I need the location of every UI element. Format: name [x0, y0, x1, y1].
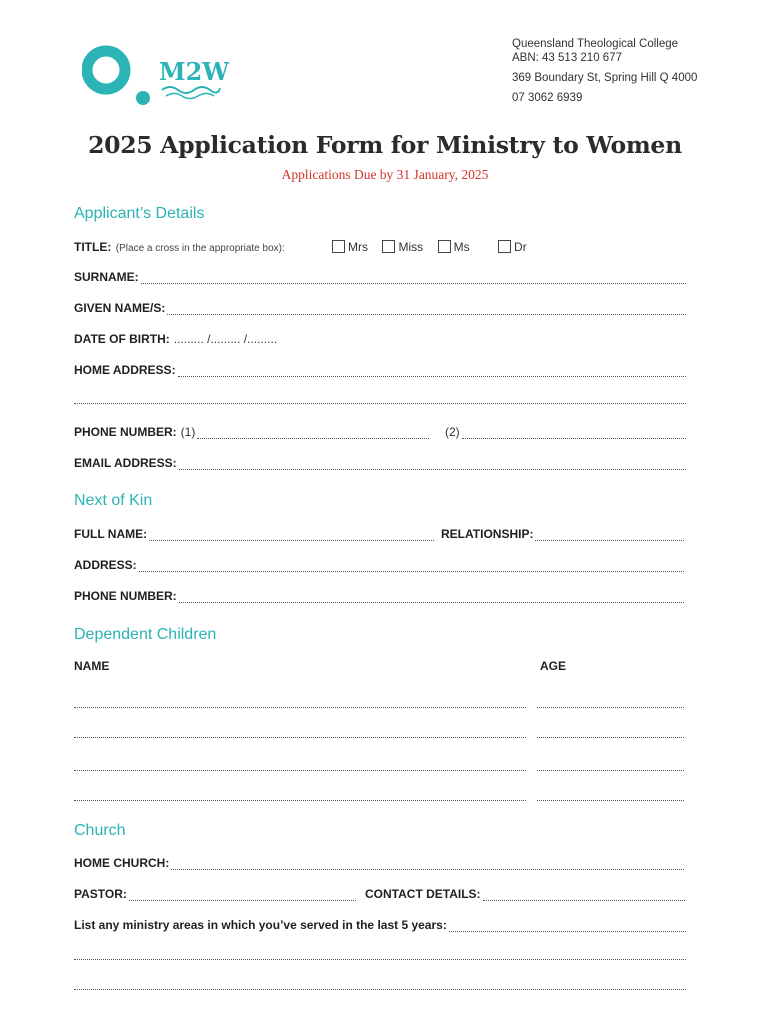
logo-text: M2W	[159, 57, 230, 86]
kin-phone-label: PHONE NUMBER:	[74, 589, 177, 603]
section-church-heading: Church	[74, 822, 126, 839]
dob-field[interactable]	[74, 330, 277, 346]
checkbox-miss[interactable]	[382, 240, 395, 253]
child-age-line[interactable]	[537, 707, 684, 708]
contact-details-field[interactable]	[365, 885, 685, 901]
org-abn: ABN: 43 513 210 677	[512, 52, 622, 64]
surname-label: SURNAME:	[74, 270, 139, 284]
given-names-label: GIVEN NAME/S:	[74, 301, 166, 315]
home-address-line-2[interactable]	[74, 403, 686, 404]
option-miss: Miss	[398, 240, 424, 254]
email-label: EMAIL ADDRESS:	[74, 456, 177, 470]
pastor-field[interactable]	[74, 885, 356, 901]
children-name-header: NAME	[74, 659, 110, 673]
surname-field[interactable]	[74, 268, 686, 284]
org-phone: 07 3062 6939	[512, 92, 583, 104]
option-mrs: Mrs	[348, 240, 368, 254]
home-address-field[interactable]	[74, 361, 686, 377]
child-name-line[interactable]	[74, 737, 526, 738]
phone-1-label: (1)	[180, 425, 196, 439]
form-title: 2025 Application Form for Ministry to Women	[88, 131, 682, 159]
section-kin-heading: Next of Kin	[74, 492, 153, 509]
title-options	[332, 238, 537, 256]
child-age-line[interactable]	[537, 737, 684, 738]
child-age-line[interactable]	[537, 800, 684, 801]
kin-relationship-label: RELATIONSHIP:	[441, 527, 534, 541]
checkbox-ms[interactable]	[438, 240, 451, 253]
phone-label: PHONE NUMBER:	[74, 425, 177, 439]
kin-address-field[interactable]	[74, 556, 684, 572]
ministry-areas-field[interactable]	[74, 916, 686, 932]
email-field[interactable]	[74, 454, 686, 470]
option-dr: Dr	[514, 240, 527, 254]
phone-2-label: (2)	[445, 425, 460, 439]
title-row	[74, 238, 285, 256]
child-name-line[interactable]	[74, 770, 526, 771]
dob-pattern: ......... /......... /.........	[173, 332, 278, 346]
section-applicant-heading: Applicant’s Details	[74, 205, 205, 222]
home-church-field[interactable]	[74, 854, 684, 870]
kin-relationship-field[interactable]	[441, 525, 684, 541]
title-hint: (Place a cross in the appropriate box):	[115, 243, 285, 254]
kin-full-name-field[interactable]	[74, 525, 434, 541]
ministry-areas-label: List any ministry areas in which you’ve served in the last 5 years:	[74, 918, 447, 932]
organisation-details	[512, 37, 697, 105]
home-church-label: HOME CHURCH:	[74, 856, 170, 870]
pastor-label: PASTOR:	[74, 887, 127, 901]
dob-label: DATE OF BIRTH:	[74, 332, 170, 346]
kin-phone-field[interactable]	[74, 587, 684, 603]
home-address-label: HOME ADDRESS:	[74, 363, 176, 377]
ministry-areas-line-3[interactable]	[74, 989, 686, 990]
child-age-line[interactable]	[537, 770, 684, 771]
option-ms: Ms	[453, 240, 470, 254]
org-name: Queensland Theological College	[512, 38, 679, 50]
kin-address-label: ADDRESS:	[74, 558, 137, 572]
contact-details-label: CONTACT DETAILS:	[365, 887, 481, 901]
org-address: 369 Boundary St, Spring Hill Q 4000	[512, 72, 698, 84]
checkbox-mrs[interactable]	[332, 240, 345, 253]
child-name-line[interactable]	[74, 800, 526, 801]
phone-1-field[interactable]	[74, 423, 429, 439]
section-children-heading: Dependent Children	[74, 626, 217, 643]
ministry-areas-line-2[interactable]	[74, 959, 686, 960]
checkbox-dr[interactable]	[498, 240, 511, 253]
child-name-line[interactable]	[74, 707, 526, 708]
title-label: TITLE:	[74, 240, 112, 254]
m2w-logo	[82, 42, 232, 108]
phone-2-field[interactable]	[445, 423, 686, 439]
due-date: Applications Due by 31 January, 2025	[281, 167, 489, 182]
children-age-header: AGE	[540, 659, 567, 673]
kin-full-name-label: FULL NAME:	[74, 527, 148, 541]
given-names-field[interactable]	[74, 299, 686, 315]
